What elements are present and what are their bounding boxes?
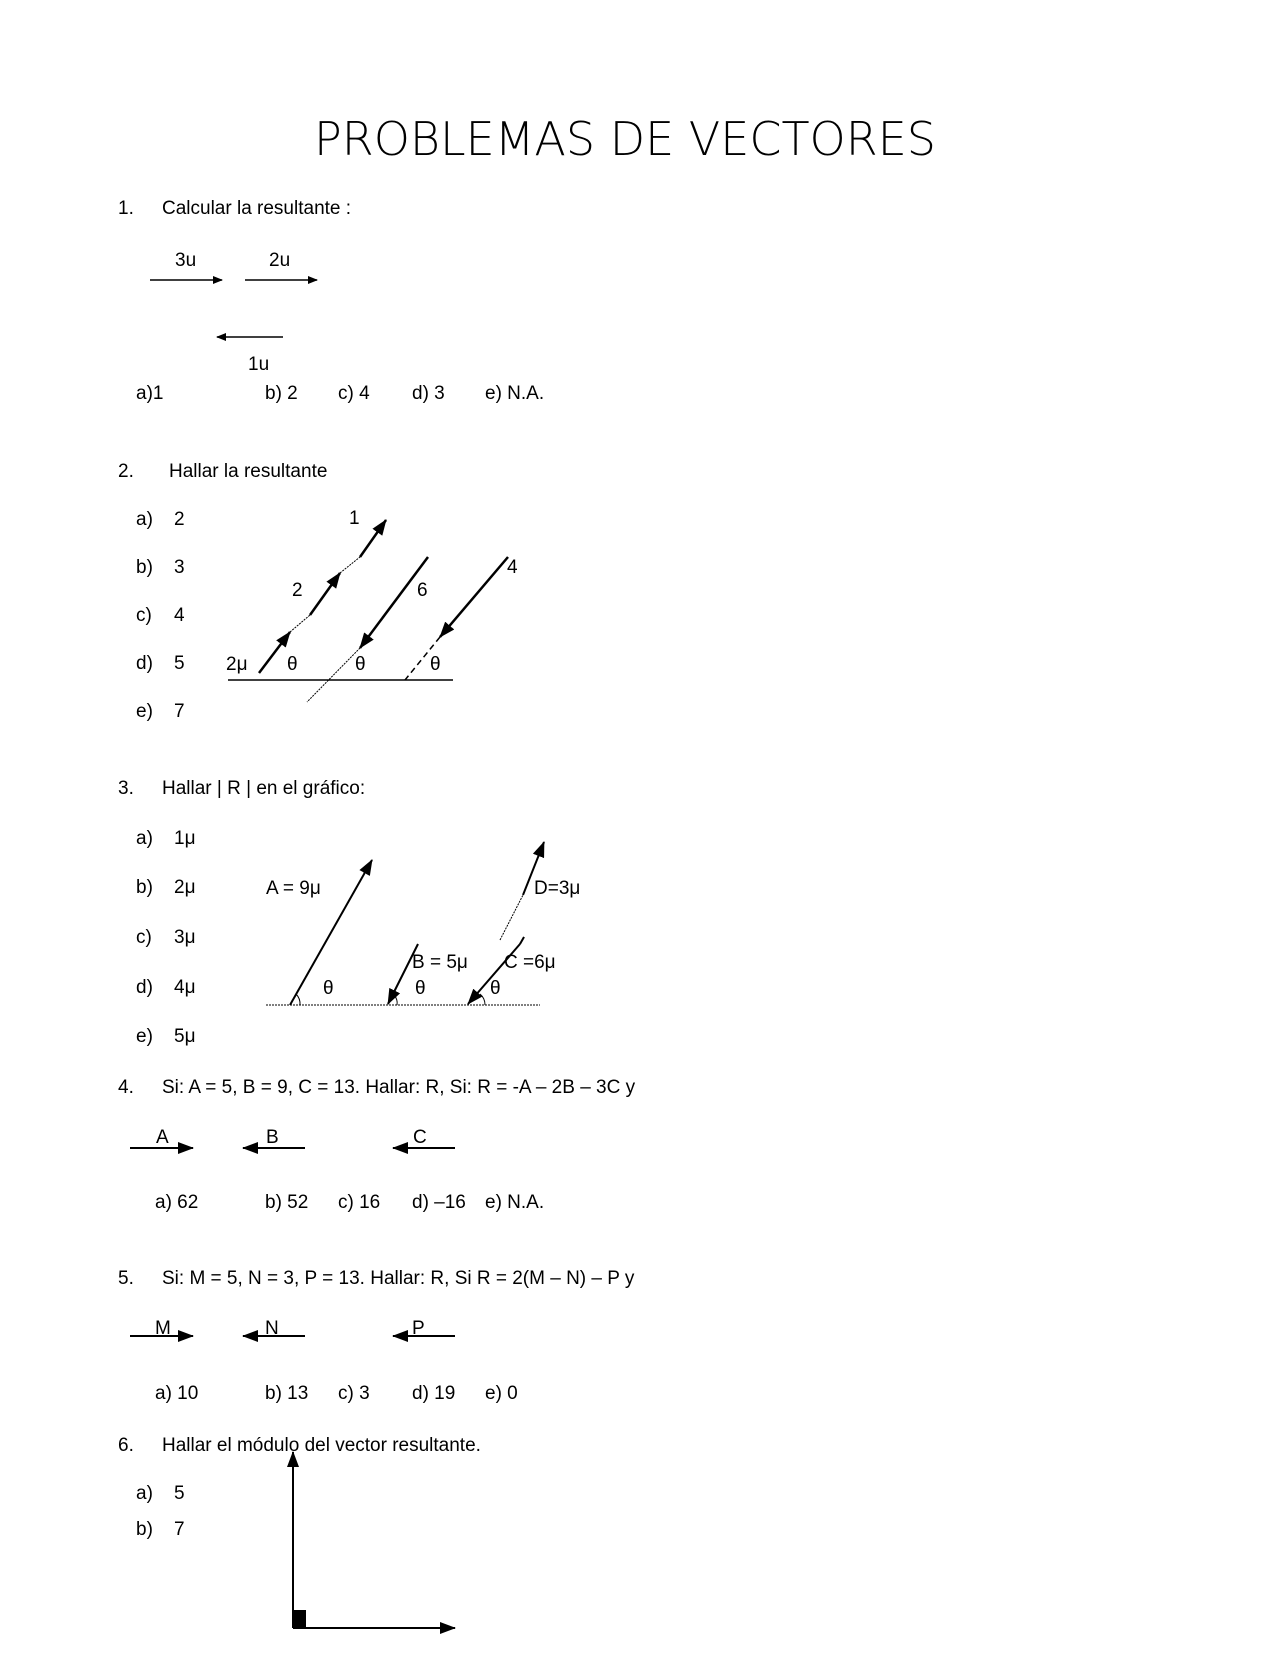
option-value: 5: [174, 1483, 185, 1504]
theta: θ: [355, 654, 366, 675]
option: b) 13: [265, 1383, 309, 1404]
option-value: 2μ: [174, 877, 196, 898]
label-c: C =6μ: [504, 952, 556, 973]
theta: θ: [287, 654, 298, 675]
label-c: C: [413, 1127, 427, 1148]
label-4: 4: [507, 557, 518, 578]
page-title: PROBLEMAS DE VECTORES: [314, 112, 936, 166]
option: d) 3: [412, 383, 445, 404]
option: a) 62: [155, 1192, 199, 1213]
label-3u: 3u: [175, 250, 197, 271]
option: b) 2: [265, 383, 298, 404]
option: d) –16: [412, 1192, 466, 1213]
problem-4-number: 4.: [118, 1077, 134, 1098]
problem-2-text: Hallar la resultante: [169, 461, 328, 482]
option: d) 19: [412, 1383, 456, 1404]
label-2mu: 2μ: [226, 654, 248, 675]
p6-diagram: [293, 1452, 455, 1628]
option-value: 3: [174, 557, 185, 578]
label-2u: 2u: [269, 250, 291, 271]
option-letter: b): [136, 557, 153, 578]
p3-diagram: [266, 842, 544, 1005]
label-1u: 1u: [248, 354, 270, 375]
option-value: 7: [174, 1519, 185, 1540]
option: b) 52: [265, 1192, 309, 1213]
label-1: 1: [349, 508, 360, 529]
option: e) 0: [485, 1383, 518, 1404]
option-letter: a): [136, 1483, 153, 1504]
label-6: 6: [417, 580, 428, 601]
option-letter: b): [136, 1519, 153, 1540]
theta: θ: [430, 654, 441, 675]
label-d: D=3μ: [534, 878, 581, 899]
option: e) N.A.: [485, 1192, 545, 1213]
label-p: P: [412, 1318, 425, 1339]
option-letter: c): [136, 927, 152, 948]
problem-1-text: Calcular la resultante :: [162, 198, 352, 219]
option-value: 2: [174, 509, 185, 530]
label-b: B: [266, 1127, 279, 1148]
option-letter: a): [136, 828, 153, 849]
option-letter: c): [136, 605, 152, 626]
problem-6-number: 6.: [118, 1435, 134, 1456]
option: a)1: [136, 383, 164, 404]
option: a) 10: [155, 1383, 199, 1404]
problem-6-text: Hallar el módulo del vector resultante.: [162, 1435, 481, 1456]
option: c) 3: [338, 1383, 370, 1404]
option-letter: e): [136, 701, 153, 722]
option: c) 4: [338, 383, 370, 404]
label-b: B = 5μ: [412, 952, 468, 973]
p2-diagram: [228, 520, 508, 702]
option-letter: a): [136, 509, 153, 530]
option: c) 16: [338, 1192, 381, 1213]
option-value: 1μ: [174, 828, 196, 849]
label-2: 2: [292, 580, 303, 601]
option-letter: d): [136, 977, 153, 998]
theta: θ: [415, 978, 426, 999]
theta: θ: [323, 978, 334, 999]
problem-5-number: 5.: [118, 1268, 134, 1289]
label-a: A = 9μ: [266, 878, 321, 899]
option-letter: d): [136, 653, 153, 674]
option-value: 4μ: [174, 977, 196, 998]
p1-diagram: [150, 280, 317, 337]
option-letter: b): [136, 877, 153, 898]
option-letter: e): [136, 1026, 153, 1047]
option: e) N.A.: [485, 383, 545, 404]
problem-5-text: Si: M = 5, N = 3, P = 13. Hallar: R, Si R = 2(M – N) – P y: [162, 1268, 635, 1289]
option-value: 5: [174, 653, 185, 674]
problem-3-number: 3.: [118, 778, 134, 799]
option-value: 4: [174, 605, 185, 626]
option-value: 5μ: [174, 1026, 196, 1047]
option-value: 3μ: [174, 927, 196, 948]
option-value: 7: [174, 701, 185, 722]
label-n: N: [265, 1318, 279, 1339]
label-a: A: [156, 1127, 169, 1148]
problem-1-number: 1.: [118, 198, 134, 219]
problem-3-text: Hallar | R | en el gráfico:: [162, 778, 366, 799]
theta: θ: [490, 978, 501, 999]
label-m: M: [155, 1318, 171, 1339]
problem-2-number: 2.: [118, 461, 134, 482]
problem-4-text: Si: A = 5, B = 9, C = 13. Hallar: R, Si: R = -A – 2B – 3C y: [162, 1077, 636, 1098]
